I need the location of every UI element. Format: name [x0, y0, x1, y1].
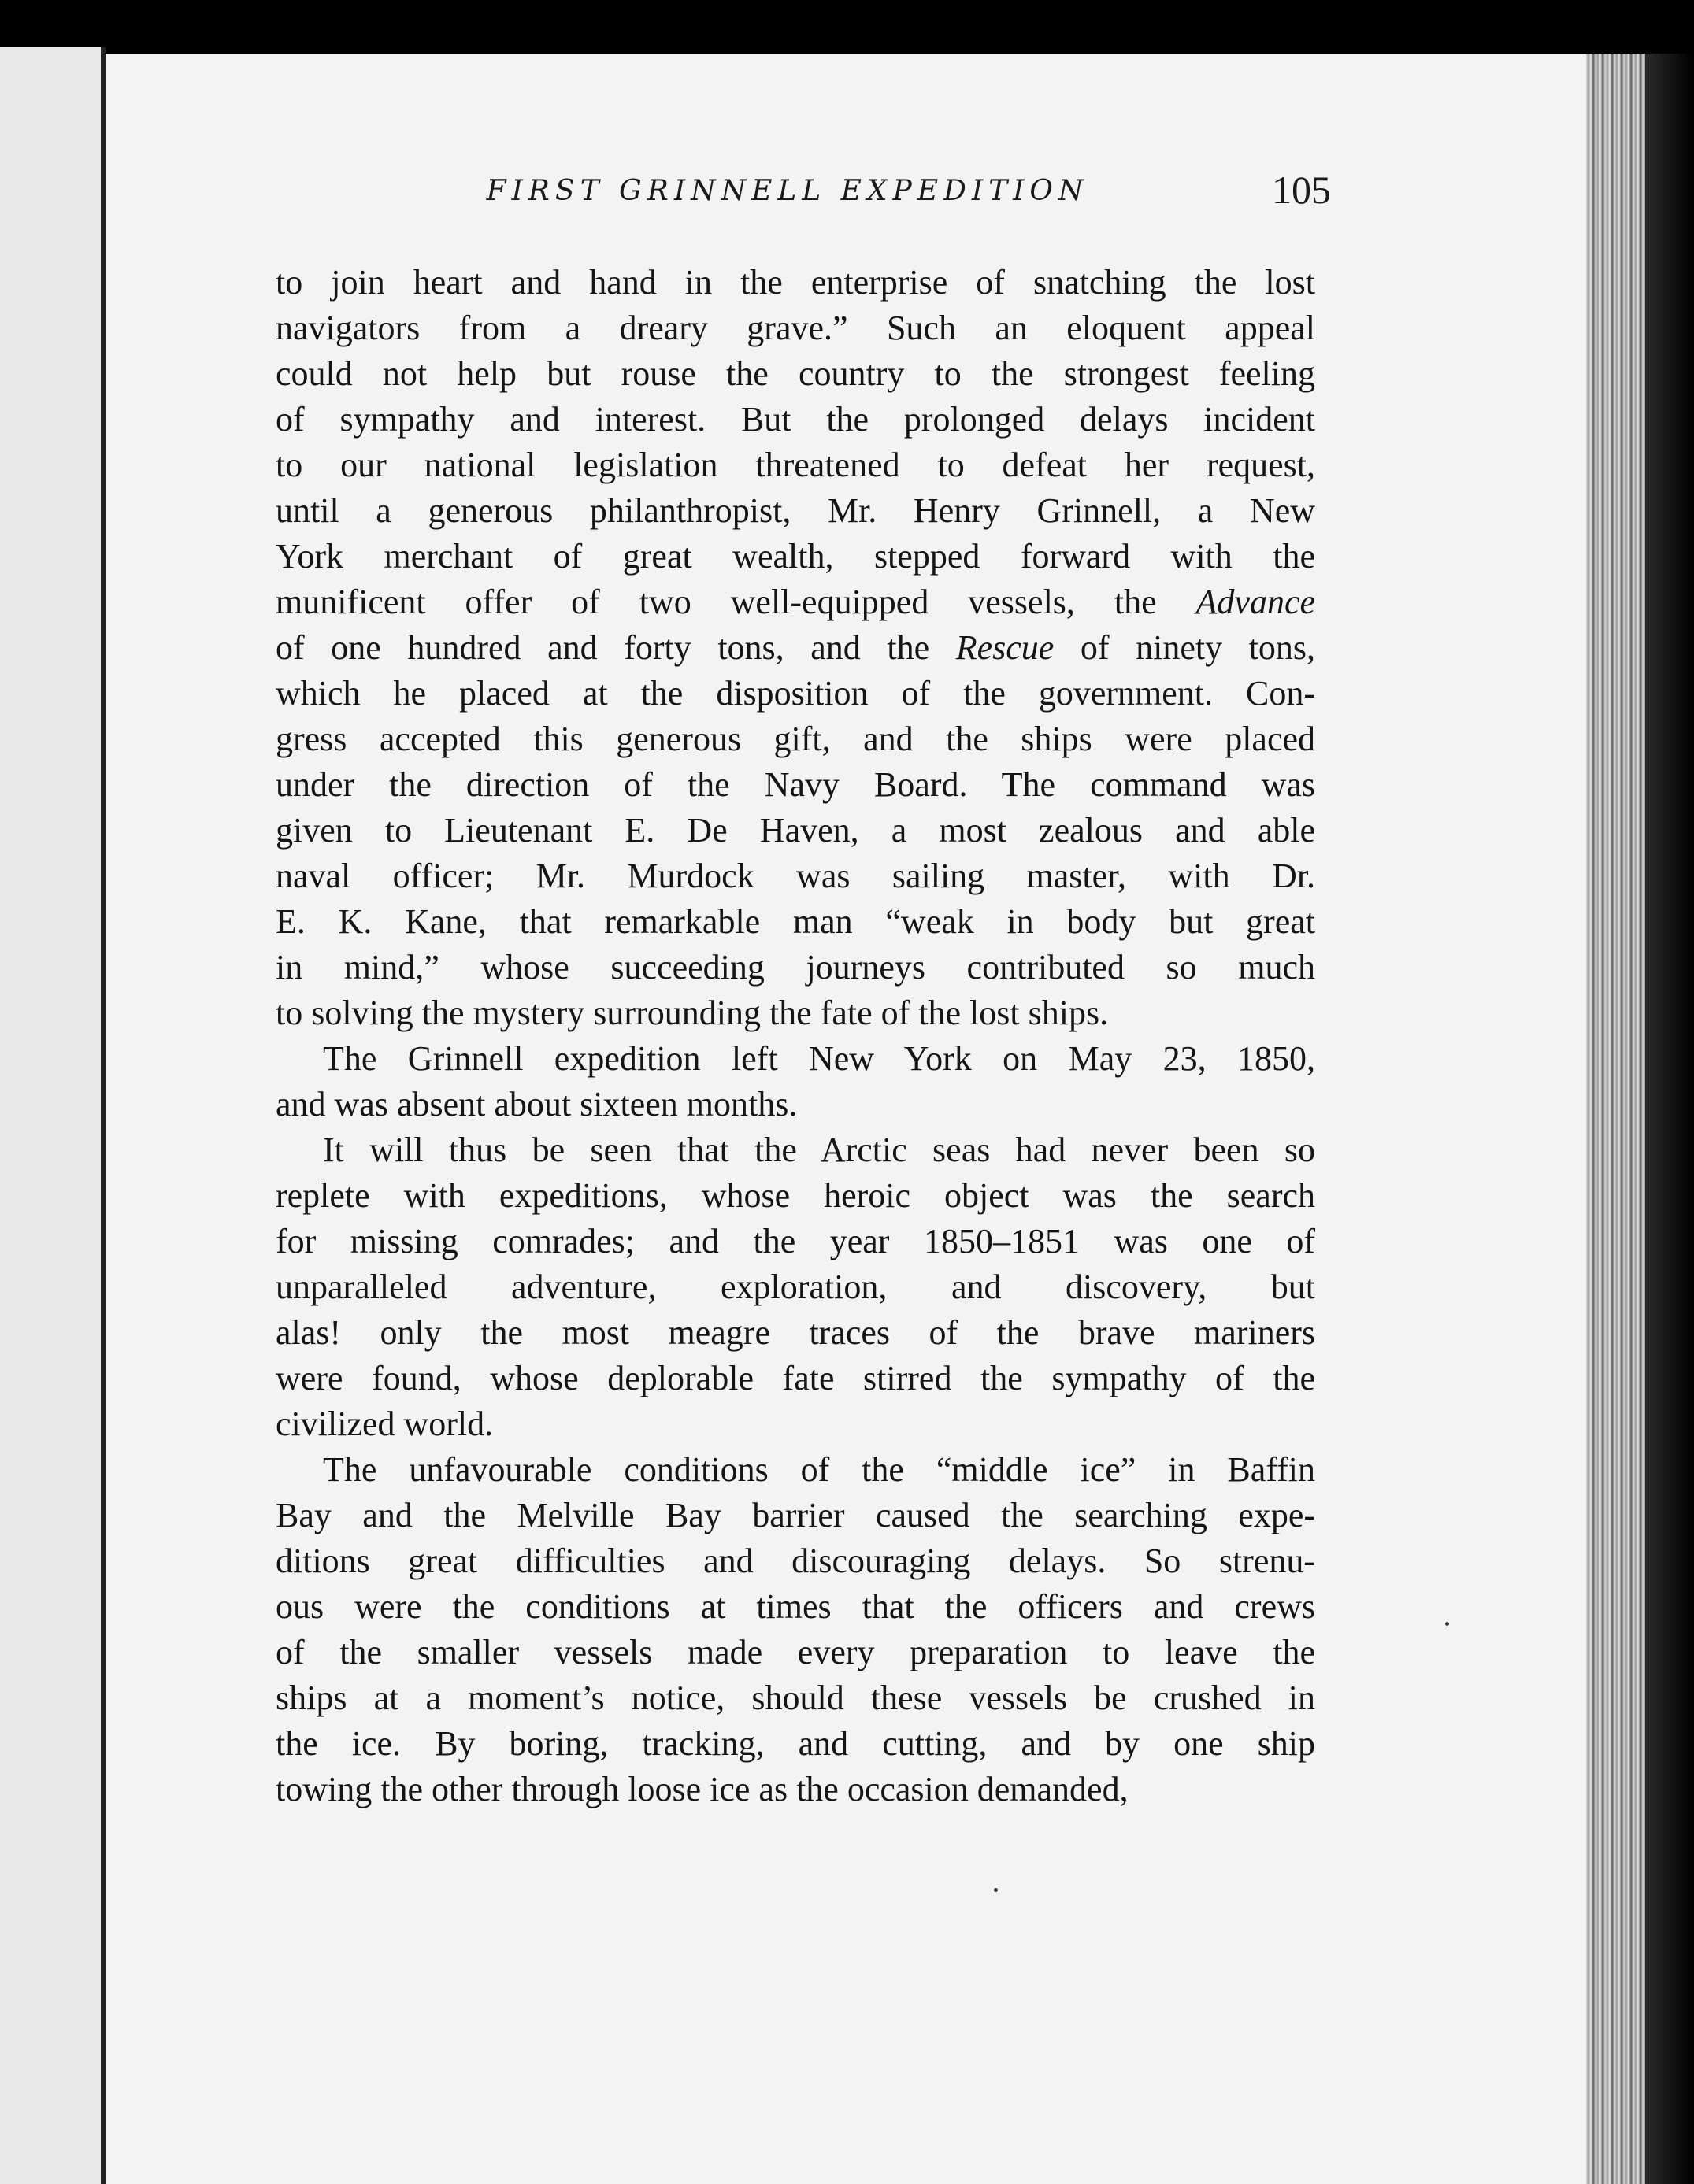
running-title: FIRST GRINNELL EXPEDITION [486, 175, 1089, 207]
ship-name: Rescue [955, 628, 1055, 667]
text-line [276, 625, 1315, 671]
text-line: ditions great difficulties and discouraging delays. So strenu- [276, 1542, 1315, 1580]
text-line: It will thus be seen that the Arctic seas had never been so [323, 1131, 1315, 1169]
text-line: of the smaller vessels made every preparation to leave the [276, 1633, 1315, 1671]
text-line: under the direction of the Navy Board. The command was [276, 765, 1315, 804]
dust-speck [994, 1888, 998, 1892]
text-segment: munificent offer of two well-equipped vessels, the [276, 583, 1196, 621]
ship-name: Advance [1195, 583, 1315, 621]
text-line: Bay and the Melville Bay barrier caused the searching expe- [276, 1496, 1315, 1534]
dust-speck [1445, 1622, 1449, 1626]
text-line: of sympathy and interest. But the prolonged delays incident [276, 400, 1315, 439]
text-line: E. K. Kane, that remarkable man “weak in body but great [276, 902, 1315, 941]
text-line: alas! only the most meagre traces of the brave mariners [276, 1313, 1315, 1352]
text-line: and was absent about sixteen months. [276, 1085, 798, 1123]
text-line: to our national legislation threatened to defeat her request, [276, 446, 1315, 484]
text-line: were found, whose deplorable fate stirred the sympathy of the [276, 1359, 1315, 1397]
text-line: York merchant of great wealth, stepped forward with the [276, 537, 1315, 576]
text-line: ous were the conditions at times that the officers and crews [276, 1587, 1315, 1626]
text-line: for missing comrades; and the year 1850–1851 was one of [276, 1222, 1315, 1260]
text-line: civilized world. [276, 1405, 494, 1443]
text-line: towing the other through loose ice as the occasion demanded, [276, 1770, 1129, 1808]
text-line: gress accepted this generous gift, and the ships were placed [276, 720, 1315, 758]
text-line: unparalleled adventure, exploration, and discovery, but [276, 1268, 1315, 1306]
text-line: could not help but rouse the country to the strongest feeling [276, 354, 1315, 393]
text-line: the ice. By boring, tracking, and cutting, and by one ship [276, 1724, 1315, 1763]
text-line: to join heart and hand in the enterprise of snatching the lost [276, 263, 1315, 302]
text-line: naval officer; Mr. Murdock was sailing master, with Dr. [276, 857, 1315, 895]
page-edges [1586, 54, 1645, 2184]
scan-border [1645, 54, 1694, 2184]
text-line: navigators from a dreary grave.” Such an eloquent appeal [276, 309, 1315, 347]
text-line: given to Lieutenant E. De Haven, a most zealous and able [276, 811, 1315, 850]
page-number: 105 [1272, 168, 1331, 212]
text-line: ships at a moment’s notice, should these vessels be crushed in [276, 1679, 1315, 1717]
text-line: which he placed at the disposition of the government. Con- [276, 674, 1315, 713]
text-segment: of one hundred and forty tons, and the [276, 628, 956, 667]
text-line [276, 579, 1315, 625]
text-segment: of ninety tons, [1054, 628, 1315, 667]
text-line: in mind,” whose succeeding journeys contributed so much [276, 948, 1315, 987]
text-line: The unfavourable conditions of the “middle ice” in Baffin [323, 1450, 1315, 1489]
text-line: to solving the mystery surrounding the fate of the lost ships. [276, 994, 1109, 1032]
body-text [276, 260, 1315, 1812]
text-line: replete with expeditions, whose heroic object was the search [276, 1176, 1315, 1215]
text-line: The Grinnell expedition left New York on May 23, 1850, [323, 1039, 1315, 1078]
text-line: until a generous philanthropist, Mr. Henry Grinnell, a New [276, 491, 1315, 530]
facing-page-edge [0, 47, 101, 2184]
